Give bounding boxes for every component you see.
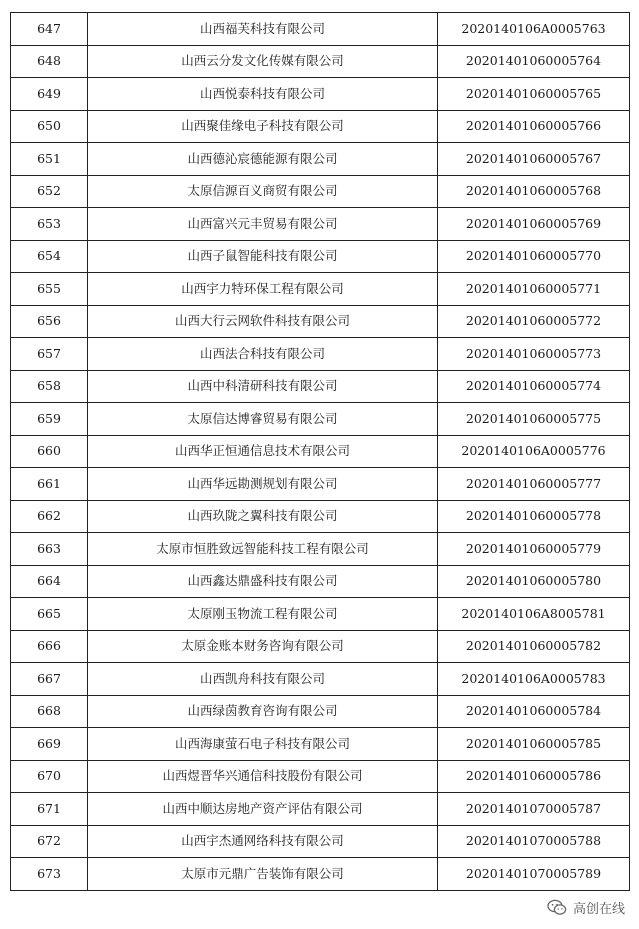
cell-company-name: 山西子鼠智能科技有限公司	[88, 240, 438, 273]
cell-index: 653	[11, 208, 88, 241]
cell-index: 673	[11, 858, 88, 891]
cell-registration-code: 20201401060005769	[438, 208, 630, 241]
cell-index: 661	[11, 468, 88, 501]
cell-registration-code: 20201401060005784	[438, 695, 630, 728]
cell-company-name: 山西玖陇之翼科技有限公司	[88, 500, 438, 533]
cell-company-name: 山西聚佳缘电子科技有限公司	[88, 110, 438, 143]
table-row	[11, 468, 630, 501]
cell-index: 654	[11, 240, 88, 273]
cell-company-name: 太原信达博睿贸易有限公司	[88, 403, 438, 436]
cell-registration-code: 2020140106A0005763	[438, 13, 630, 46]
cell-company-name: 太原市恒胜致远智能科技工程有限公司	[88, 533, 438, 566]
company-table-container	[10, 12, 629, 891]
table-row	[11, 858, 630, 891]
cell-registration-code: 20201401070005788	[438, 825, 630, 858]
table-row	[11, 273, 630, 306]
cell-index: 670	[11, 760, 88, 793]
cell-company-name: 山西华远勘测规划有限公司	[88, 468, 438, 501]
table-row	[11, 78, 630, 111]
cell-company-name: 山西法合科技有限公司	[88, 338, 438, 371]
cell-company-name: 山西富兴元丰贸易有限公司	[88, 208, 438, 241]
cell-registration-code: 20201401060005772	[438, 305, 630, 338]
cell-registration-code: 20201401060005773	[438, 338, 630, 371]
cell-registration-code: 20201401060005777	[438, 468, 630, 501]
cell-company-name: 太原金账本财务咨询有限公司	[88, 630, 438, 663]
cell-registration-code: 20201401060005766	[438, 110, 630, 143]
cell-company-name: 太原刚玉物流工程有限公司	[88, 598, 438, 631]
cell-company-name: 山西鑫达鼎盛科技有限公司	[88, 565, 438, 598]
table-row	[11, 825, 630, 858]
cell-company-name: 山西华正恒通信息技术有限公司	[88, 435, 438, 468]
cell-registration-code: 20201401060005779	[438, 533, 630, 566]
watermark	[547, 898, 625, 917]
table-row	[11, 500, 630, 533]
cell-company-name: 太原信源百义商贸有限公司	[88, 175, 438, 208]
cell-company-name: 山西大行云网软件科技有限公司	[88, 305, 438, 338]
cell-registration-code: 20201401060005785	[438, 728, 630, 761]
table-row	[11, 338, 630, 371]
table-row	[11, 565, 630, 598]
cell-company-name: 山西中科清研科技有限公司	[88, 370, 438, 403]
cell-company-name: 山西绿茵教育咨询有限公司	[88, 695, 438, 728]
cell-index: 649	[11, 78, 88, 111]
table-row	[11, 695, 630, 728]
cell-company-name: 山西云分发文化传媒有限公司	[88, 45, 438, 78]
cell-index: 652	[11, 175, 88, 208]
table-row	[11, 403, 630, 436]
cell-registration-code: 2020140106A0005783	[438, 663, 630, 696]
cell-registration-code: 20201401060005771	[438, 273, 630, 306]
cell-index: 668	[11, 695, 88, 728]
table-row	[11, 305, 630, 338]
table-row	[11, 630, 630, 663]
cell-company-name: 太原市元鼎广告装饰有限公司	[88, 858, 438, 891]
table-row	[11, 45, 630, 78]
cell-index: 657	[11, 338, 88, 371]
table-row	[11, 175, 630, 208]
table-row	[11, 110, 630, 143]
cell-index: 656	[11, 305, 88, 338]
cell-index: 672	[11, 825, 88, 858]
table-row	[11, 663, 630, 696]
cell-company-name: 山西宇力特环保工程有限公司	[88, 273, 438, 306]
table-row	[11, 370, 630, 403]
cell-registration-code: 20201401070005789	[438, 858, 630, 891]
table-row	[11, 760, 630, 793]
cell-registration-code: 20201401060005782	[438, 630, 630, 663]
cell-registration-code: 20201401060005786	[438, 760, 630, 793]
cell-registration-code: 20201401060005778	[438, 500, 630, 533]
cell-company-name: 山西中顺达房地产资产评估有限公司	[88, 793, 438, 826]
cell-index: 650	[11, 110, 88, 143]
table-row	[11, 728, 630, 761]
wechat-icon	[547, 899, 567, 916]
cell-registration-code: 20201401070005787	[438, 793, 630, 826]
cell-registration-code: 20201401060005768	[438, 175, 630, 208]
cell-index: 648	[11, 45, 88, 78]
cell-company-name: 山西煜晋华兴通信科技股份有限公司	[88, 760, 438, 793]
cell-index: 663	[11, 533, 88, 566]
table-row	[11, 598, 630, 631]
cell-registration-code: 2020140106A0005776	[438, 435, 630, 468]
company-table-body	[11, 13, 630, 891]
cell-registration-code: 20201401060005780	[438, 565, 630, 598]
cell-index: 647	[11, 13, 88, 46]
cell-index: 651	[11, 143, 88, 176]
cell-company-name: 山西宇杰通网络科技有限公司	[88, 825, 438, 858]
cell-company-name: 山西悦泰科技有限公司	[88, 78, 438, 111]
cell-index: 660	[11, 435, 88, 468]
cell-company-name: 山西海康萤石电子科技有限公司	[88, 728, 438, 761]
table-row	[11, 13, 630, 46]
cell-registration-code: 20201401060005765	[438, 78, 630, 111]
cell-company-name: 山西福芙科技有限公司	[88, 13, 438, 46]
cell-index: 667	[11, 663, 88, 696]
cell-registration-code: 2020140106A8005781	[438, 598, 630, 631]
cell-index: 665	[11, 598, 88, 631]
cell-registration-code: 20201401060005775	[438, 403, 630, 436]
cell-index: 671	[11, 793, 88, 826]
cell-company-name: 山西德沁宸德能源有限公司	[88, 143, 438, 176]
cell-registration-code: 20201401060005767	[438, 143, 630, 176]
cell-index: 669	[11, 728, 88, 761]
table-row	[11, 533, 630, 566]
table-row	[11, 435, 630, 468]
company-table	[10, 12, 630, 891]
cell-index: 666	[11, 630, 88, 663]
cell-index: 662	[11, 500, 88, 533]
cell-index: 664	[11, 565, 88, 598]
cell-registration-code: 20201401060005774	[438, 370, 630, 403]
table-row	[11, 143, 630, 176]
table-row	[11, 793, 630, 826]
watermark-text: 高创在线	[572, 902, 625, 917]
cell-registration-code: 20201401060005764	[438, 45, 630, 78]
table-row	[11, 208, 630, 241]
cell-index: 658	[11, 370, 88, 403]
cell-index: 655	[11, 273, 88, 306]
cell-company-name: 山西凯舟科技有限公司	[88, 663, 438, 696]
cell-registration-code: 20201401060005770	[438, 240, 630, 273]
table-row	[11, 240, 630, 273]
cell-index: 659	[11, 403, 88, 436]
